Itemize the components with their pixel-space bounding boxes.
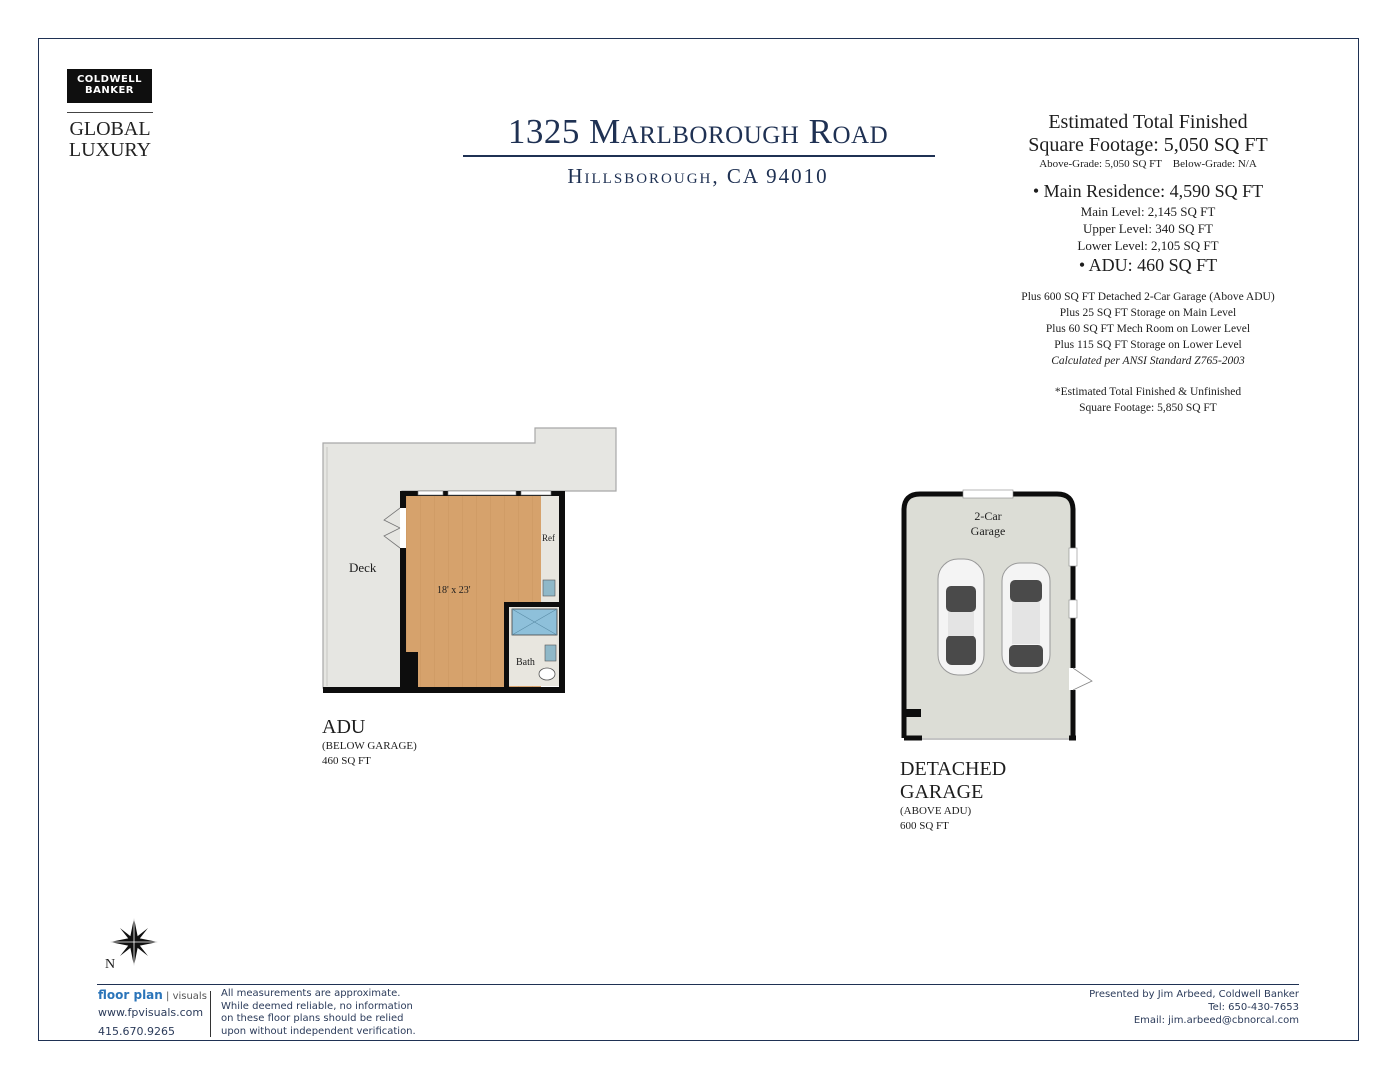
deck-label: Deck xyxy=(349,560,377,575)
adu-total: • ADU: 460 SQ FT xyxy=(1078,255,1218,275)
plus-storage-main: Plus 25 SQ FT Storage on Main Level xyxy=(1059,307,1237,319)
garage-room-line-1: 2-Car xyxy=(974,509,1002,523)
main-level: Main Level: 2,145 SQ FT xyxy=(1080,204,1216,219)
adu-area: 460 SQ FT xyxy=(322,755,371,767)
ref-label: Ref xyxy=(542,533,555,543)
footer-divider xyxy=(210,991,211,1037)
plus-garage: Plus 600 SQ FT Detached 2-Car Garage (Above ADU) xyxy=(1021,291,1275,303)
compass-north-label: N xyxy=(105,957,116,972)
logo-global: GLOBAL xyxy=(69,118,151,140)
total-line-1: Estimated Total Finished xyxy=(1048,111,1248,133)
car-2 xyxy=(1002,563,1050,673)
garage-room-label xyxy=(958,509,1018,539)
adu-bath-sink xyxy=(545,645,556,661)
adu-toilet xyxy=(539,668,555,680)
garage-room-line-2: Garage xyxy=(970,524,1006,538)
disclaimer xyxy=(221,988,441,1038)
grade-breakdown: Above-Grade: 5,050 SQ FT Below-Grade: N/A xyxy=(1039,158,1257,170)
garage-title-1: DETACHED xyxy=(900,758,1007,780)
lower-level: Lower Level: 2,105 SQ FT xyxy=(1077,238,1219,253)
compass-rose xyxy=(110,918,158,966)
presented-by: Presented by Jim Arbeed, Coldwell Banker xyxy=(1089,989,1299,1000)
unfinished-line-2: Square Footage: 5,850 SQ FT xyxy=(1079,402,1217,414)
logo-line-1: COLDWELL xyxy=(76,74,143,85)
adu-room-dimensions: 18' x 23' xyxy=(437,585,471,596)
fp-visuals-logo: floor plan | visuals xyxy=(98,988,207,1002)
total-line-2: Square Footage: 5,050 SQ FT xyxy=(1028,134,1268,156)
adu-note: (BELOW GARAGE) xyxy=(322,740,417,752)
fp-website-link[interactable]: www.fpvisuals.com xyxy=(98,1006,204,1019)
logo-luxury: LUXURY xyxy=(68,139,152,161)
garage-label-block xyxy=(900,758,1006,834)
garage-area: 600 SQ FT xyxy=(900,820,949,832)
disclaimer-line-4: upon without independent verification. xyxy=(221,1025,416,1037)
agent-contact xyxy=(1000,988,1299,1027)
fp-phone: 415.670.9265 xyxy=(98,1025,175,1038)
plus-storage-lower: Plus 115 SQ FT Storage on Lower Level xyxy=(1054,339,1242,351)
adu-title: ADU xyxy=(322,716,366,738)
main-residence: • Main Residence: 4,590 SQ FT xyxy=(1032,181,1264,201)
disclaimer-line-2: While deemed reliable, no information xyxy=(221,1000,413,1012)
disclaimer-line-1: All measurements are approximate. xyxy=(221,988,401,999)
property-address: 1325 Marlborough Road xyxy=(507,112,889,151)
garage-note: (ABOVE ADU) xyxy=(900,805,972,817)
plus-mech-room: Plus 60 SQ FT Mech Room on Lower Level xyxy=(1045,323,1251,335)
calculation-standard: Calculated per ANSI Standard Z765-2003 xyxy=(1051,355,1245,367)
fp-visuals: visuals xyxy=(172,991,207,1002)
agent-tel: Tel: 650-430-7653 xyxy=(1208,1002,1299,1013)
car-1 xyxy=(938,559,984,675)
adu-label-block xyxy=(322,716,417,769)
adu-sink xyxy=(543,580,555,596)
logo-line-2: BANKER xyxy=(84,85,134,96)
agent-email-link[interactable]: Email: jim.arbeed@cbnorcal.com xyxy=(1133,1015,1299,1026)
upper-level: Upper Level: 340 SQ FT xyxy=(1083,221,1213,236)
bath-label: Bath xyxy=(516,657,535,668)
unfinished-line-1: *Estimated Total Finished & Unfinished xyxy=(1054,386,1242,398)
disclaimer-line-3: on these floor plans should be relied xyxy=(221,1013,404,1024)
property-city: Hillsborough, CA 94010 xyxy=(567,164,829,188)
fp-brand: floor plan xyxy=(98,988,163,1002)
footer-rule xyxy=(97,984,1299,985)
garage-title-2: GARAGE xyxy=(900,781,984,803)
